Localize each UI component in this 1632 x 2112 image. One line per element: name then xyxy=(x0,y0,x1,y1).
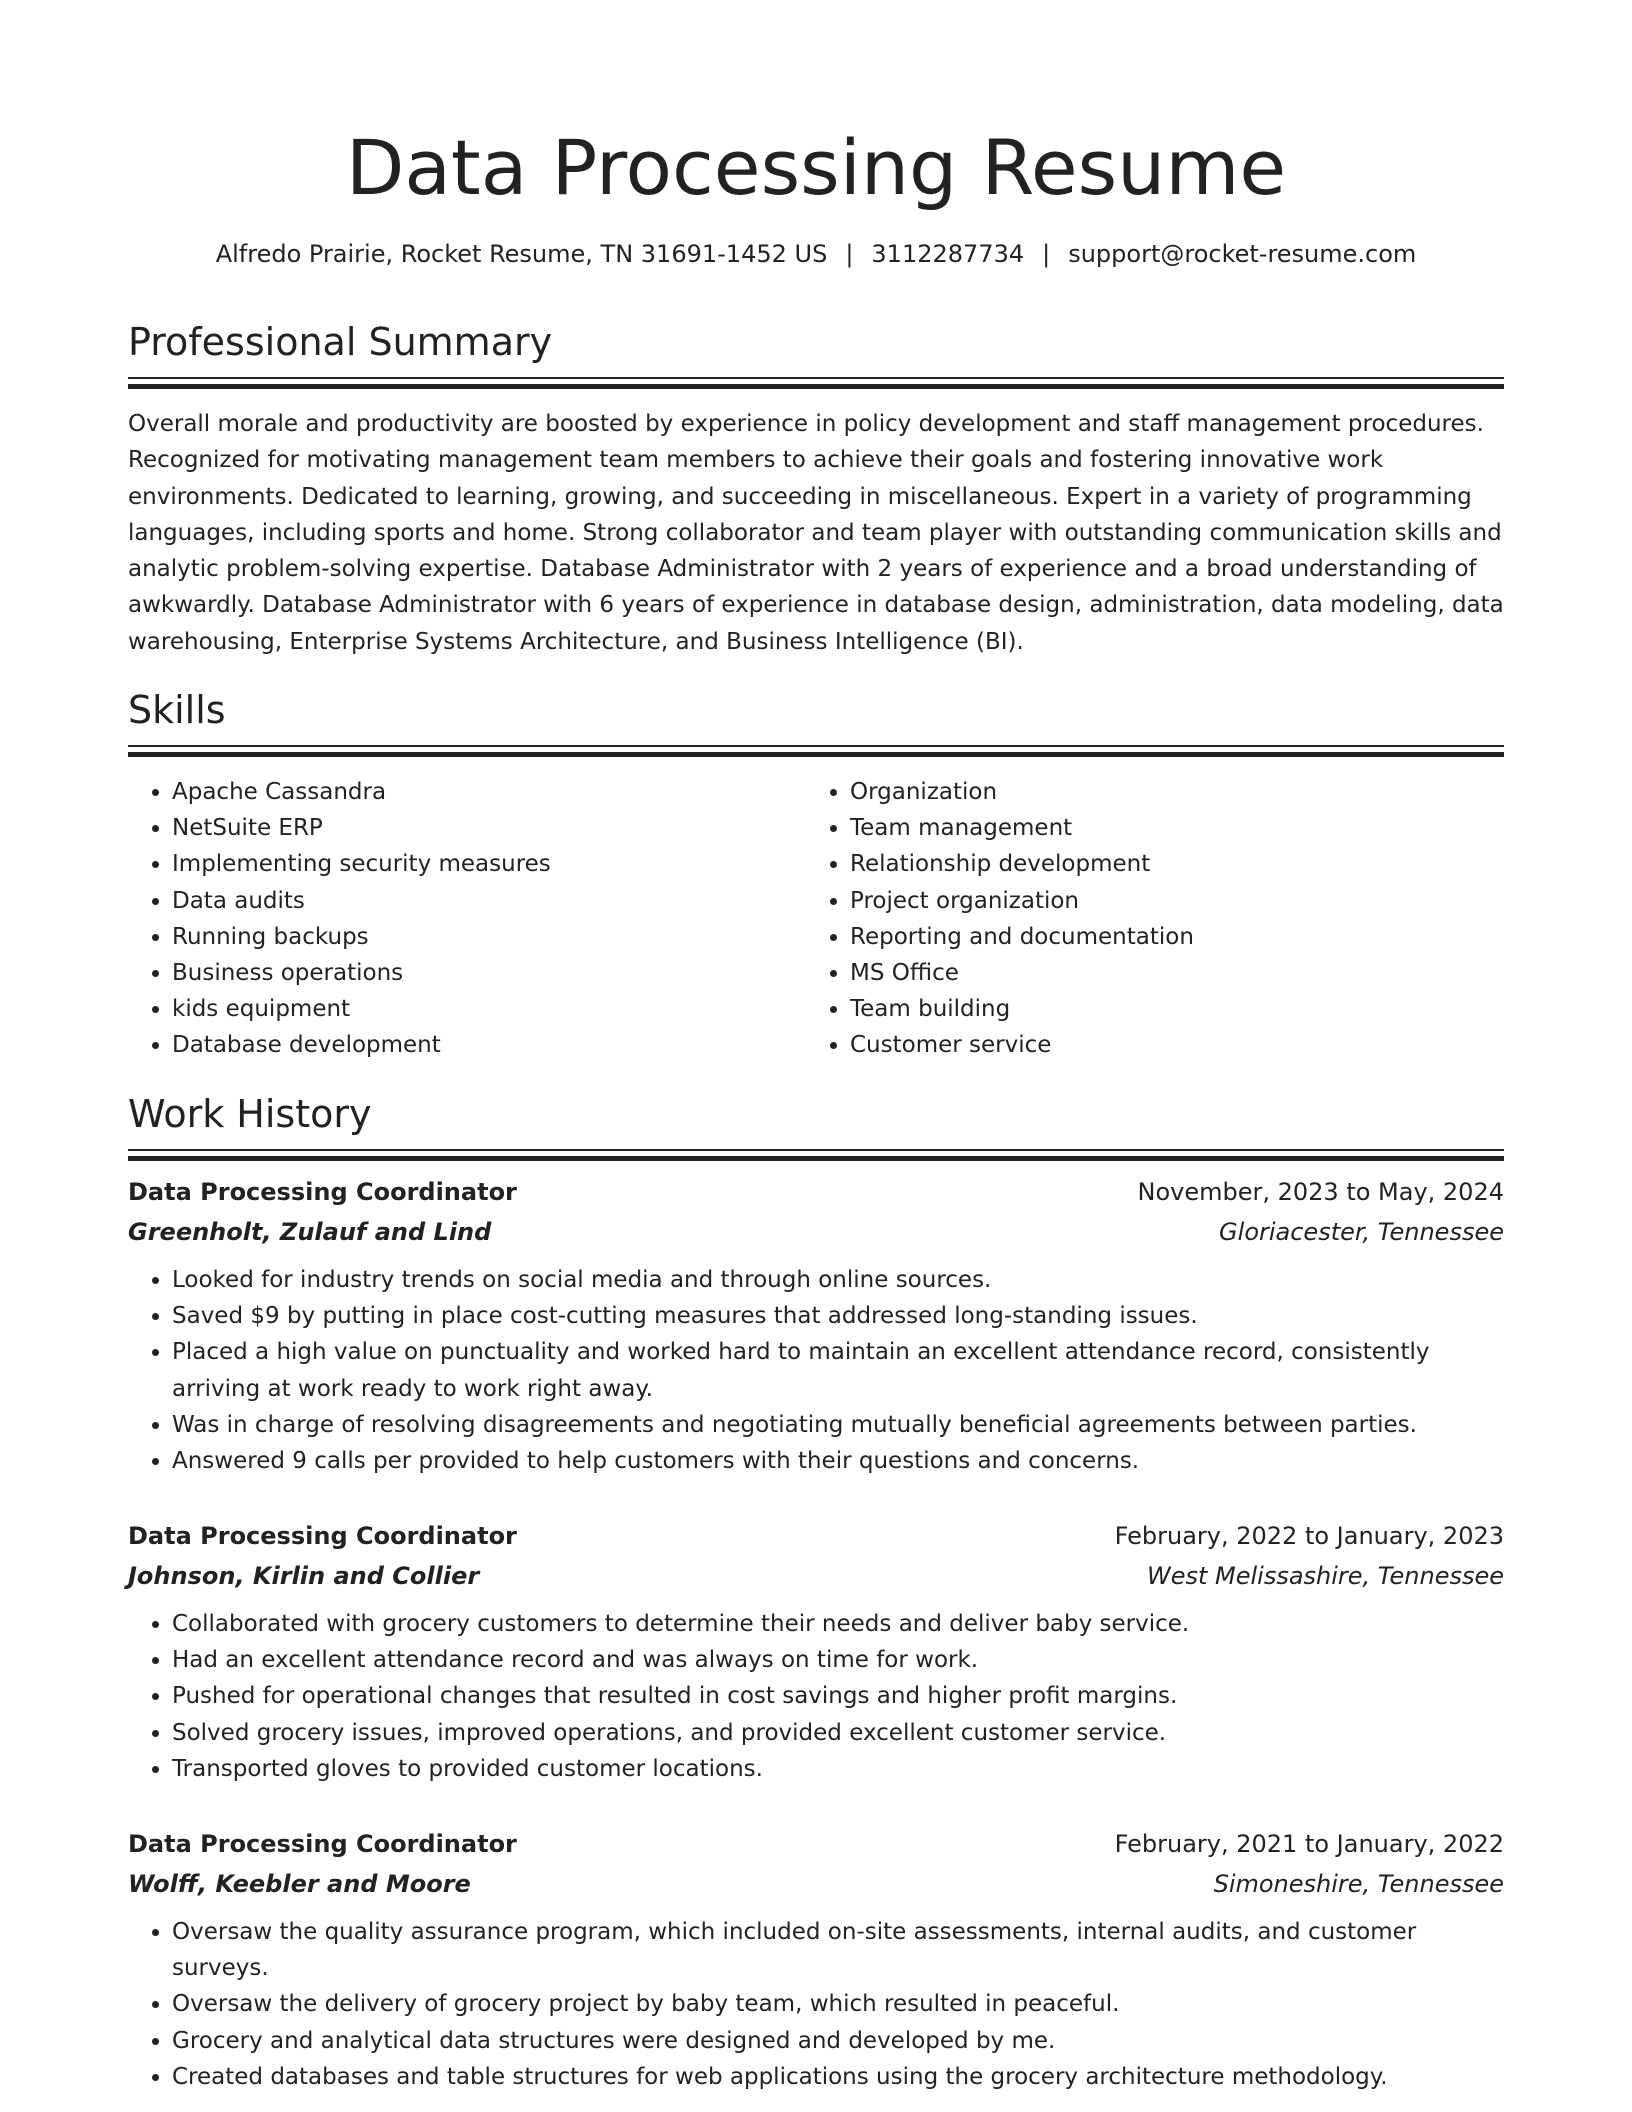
summary-section-header xyxy=(128,317,1504,367)
job-bullets xyxy=(128,1606,1504,1787)
skill-item: • Apache Cassandra xyxy=(172,774,551,810)
work-heading: Work History xyxy=(128,1092,372,1136)
skills-section-header xyxy=(128,685,1504,735)
job-dates: November, 2023 to May, 2024 xyxy=(1137,1178,1504,1206)
job-location: Gloriacester, Tennessee xyxy=(1219,1218,1504,1246)
job-dates: February, 2021 to January, 2022 xyxy=(1114,1830,1504,1858)
contact-separator: | xyxy=(845,240,854,268)
skill-item: • kids equipment xyxy=(172,991,551,1027)
job-bullets xyxy=(128,1914,1504,2095)
job-title: Data Processing Coordinator xyxy=(128,1830,517,1858)
job-bullet: • Created databases and table structures for web applications using the grocery architecture methodology. xyxy=(172,2059,1504,2095)
job-entry xyxy=(128,1516,1504,1787)
job-bullet: • Solved grocery issues, improved operations, and provided excellent customer service. xyxy=(172,1715,1504,1751)
skill-item: • Organization xyxy=(850,774,1194,810)
skill-item: • Customer service xyxy=(850,1027,1194,1063)
contact-line xyxy=(128,238,1504,270)
job-company-row xyxy=(128,1556,1504,1596)
skill-item: • Relationship development xyxy=(850,846,1194,882)
resume-title: Data Processing Resume xyxy=(345,123,1287,212)
skill-item: • Project organization xyxy=(850,883,1194,919)
job-location: West Melissashire, Tennessee xyxy=(1146,1562,1504,1590)
skill-item: • NetSuite ERP xyxy=(172,810,551,846)
job-entry xyxy=(128,1172,1504,1479)
job-entry xyxy=(128,1824,1504,2095)
section-divider xyxy=(128,1149,1504,1161)
job-title: Data Processing Coordinator xyxy=(128,1522,517,1550)
job-company: Greenholt, Zulauf and Lind xyxy=(128,1218,492,1246)
skills-column-1 xyxy=(128,774,551,1064)
job-bullet: • Oversaw the delivery of grocery project by baby team, which resulted in peaceful. xyxy=(172,1986,1504,2022)
job-bullet: • Looked for industry trends on social media and through online sources. xyxy=(172,1262,1504,1298)
contact-phone: 3112287734 xyxy=(871,240,1025,268)
contact-address: Alfredo Prairie, Rocket Resume, TN 31691-1452 US xyxy=(215,240,828,268)
contact-email: support@rocket-resume.com xyxy=(1068,240,1417,268)
skill-item: • Implementing security measures xyxy=(172,846,551,882)
job-bullet: • Pushed for operational changes that resulted in cost savings and higher profit margins. xyxy=(172,1678,1504,1714)
work-section-header xyxy=(128,1089,1504,1139)
skills-column-2 xyxy=(806,774,1194,1064)
job-bullets xyxy=(128,1262,1504,1479)
skills-heading: Skills xyxy=(128,688,226,732)
job-company-row xyxy=(128,1212,1504,1252)
job-bullet: • Saved $9 by putting in place cost-cutting measures that addressed long-standing issues. xyxy=(172,1298,1504,1334)
job-bullet: • Oversaw the quality assurance program, which included on-site assessments, internal audits, and customer surveys. xyxy=(172,1914,1504,1986)
job-bullet: • Transported gloves to provided customer locations. xyxy=(172,1751,1504,1787)
job-title-row xyxy=(128,1516,1504,1556)
skill-item: • Running backups xyxy=(172,919,551,955)
job-location: Simoneshire, Tennessee xyxy=(1213,1870,1504,1898)
job-dates: February, 2022 to January, 2023 xyxy=(1114,1522,1504,1550)
skill-item: • Business operations xyxy=(172,955,551,991)
job-company-row xyxy=(128,1864,1504,1904)
contact-separator: | xyxy=(1042,240,1051,268)
skill-item: • Team building xyxy=(850,991,1194,1027)
job-title-row xyxy=(128,1172,1504,1212)
job-title: Data Processing Coordinator xyxy=(128,1178,517,1206)
job-bullet: • Was in charge of resolving disagreements and negotiating mutually beneficial agreements between parties. xyxy=(172,1407,1504,1443)
job-title-row xyxy=(128,1824,1504,1864)
job-company: Johnson, Kirlin and Collier xyxy=(128,1562,480,1590)
section-divider xyxy=(128,377,1504,389)
summary-text: Overall morale and productivity are boosted by experience in policy development and staff management procedures. Recognized for motivating management team members to achieve their goals and fostering innovative work environments. Dedicated to learning, growing, and succeeding in miscellaneous. Expert in a variety of programming languages, including sports and home. Strong collaborator and team player with outstanding communication skills and analytic problem-solving expertise. Database Administrator with 2 years of experience and a broad understanding of awkwardly. Database Administrator with 6 years of experience in database design, administration, data modeling, data warehousing, Enterprise Systems Architecture, and Business Intelligence (BI). xyxy=(128,411,1504,655)
skill-item: • Reporting and documentation xyxy=(850,919,1194,955)
job-bullet: • Placed a high value on punctuality and worked hard to maintain an excellent attendance record, consistently arriving at work ready to work right away. xyxy=(172,1334,1504,1406)
skill-item: • Database development xyxy=(172,1027,551,1063)
skill-item: • Team management xyxy=(850,810,1194,846)
section-divider xyxy=(128,745,1504,757)
skill-item: • Data audits xyxy=(172,883,551,919)
job-bullet: • Had an excellent attendance record and was always on time for work. xyxy=(172,1642,1504,1678)
job-bullet: • Collaborated with grocery customers to determine their needs and deliver baby service. xyxy=(172,1606,1504,1642)
job-bullet: • Grocery and analytical data structures were designed and developed by me. xyxy=(172,2023,1504,2059)
job-bullet: • Answered 9 calls per provided to help customers with their questions and concerns. xyxy=(172,1443,1504,1479)
summary-heading: Professional Summary xyxy=(128,320,553,364)
skill-item: • MS Office xyxy=(850,955,1194,991)
job-company: Wolff, Keebler and Moore xyxy=(128,1870,471,1898)
